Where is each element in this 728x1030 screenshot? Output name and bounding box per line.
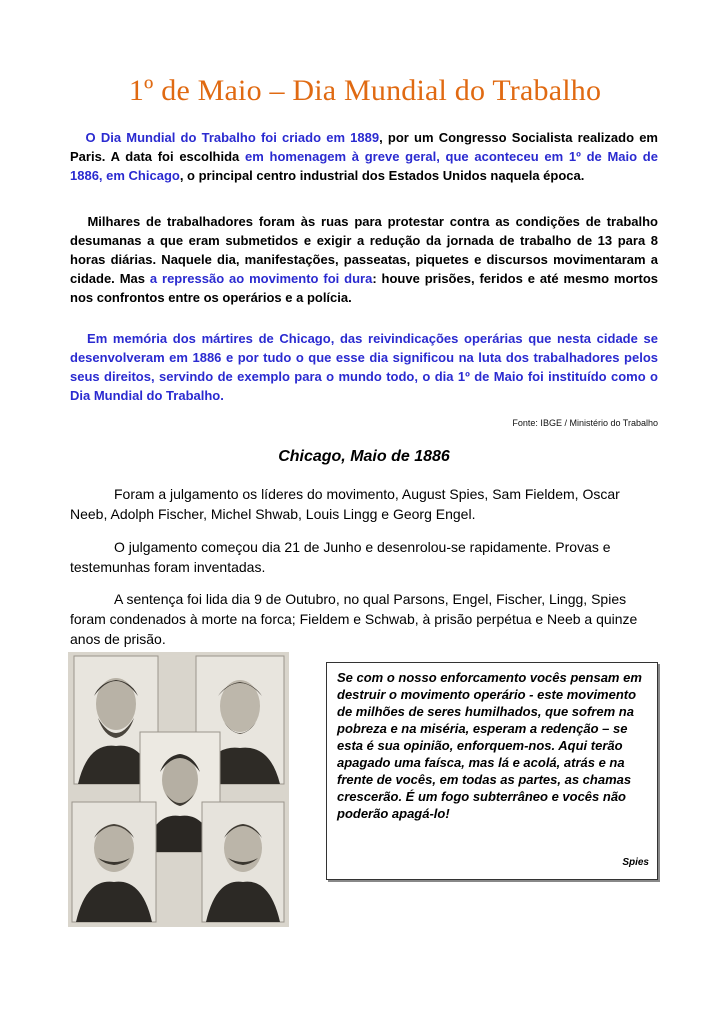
paragraph-trial-leaders (70, 484, 658, 524)
spies-quote-box (326, 662, 658, 880)
martyrs-photo (68, 652, 289, 927)
text-protest-end: : houve prisões, feridos e até mesmo mortos nos confrontos entre os operários e a polícia. (70, 271, 658, 305)
paragraph-memory (70, 329, 658, 405)
paragraph-origin (70, 128, 658, 185)
source-citation: Fonte: IBGE / Ministério do Trabalho (512, 418, 658, 428)
highlight-repression: a repressão ao movimento foi dura (149, 271, 373, 286)
text-protest: Milhares de trabalhadores foram às ruas para protestar contra as condições de trabalho desumanas a que eram submetidos e exigir a redução da jornada de trabalho de 13 para 8 horas diárias. Naquele dia, manifestações, passeatas, piquetes e discursos movimentaram a cidade. Mas (70, 214, 658, 286)
quote-text: Se com o nosso enforcamento vocês pensam em destruir o movimento operário - este movimento de milhões de seres humilhados, que sofrem na pobreza e na miséria, esperam a redenção – se esta é sua opinião, enforquem-nos. Aqui terão apagado uma faísca, mas lá e acolá, atrás e na frente de vocês, em todas as partes, as chamas crescerão. É um fogo subterrâneo e vocês não poderão apagá-lo! (337, 670, 642, 821)
highlight-chicago-strike: em homenagem à greve geral, que aconteceu em 1º de Maio de 1886, em Chicago (70, 149, 658, 183)
text-origin: , por um Congresso Socialista realizado em Paris. A data foi escolhida (70, 130, 658, 164)
text-sentence: A sentença foi lida dia 9 de Outubro, no qual Parsons, Engel, Fischer, Lingg, Spies foram condenados à morte na forca; Fieldem e Schwab, à prisão perpétua e Neeb a quinze anos de prisão. (70, 591, 638, 647)
text-memory: Em memória dos mártires de Chicago, das reivindicações operárias que nesta cidade se desenvolveram em 1886 e por tudo o que esse dia significou na luta dos trabalhadores pelos seus direitos, servindo de exemplo para o mundo todo, o dia 1º de Maio foi instituído como o Dia Mundial do Trabalho. (70, 331, 658, 403)
text-trial-start: O julgamento começou dia 21 de Junho e desenrolou-se rapidamente. Provas e testemunhas foram inventadas. (70, 539, 611, 575)
quote-author: Spies (622, 857, 649, 868)
text-trial-leaders: Foram a julgamento os líderes do movimento, August Spies, Sam Fieldem, Oscar Neeb, Adolph Fischer, Michel Shwab, Louis Lingg e Georg Engel. (70, 486, 620, 522)
text-origin-end: , o principal centro industrial dos Estados Unidos naquela época. (179, 168, 585, 183)
paragraph-sentence (70, 589, 658, 649)
highlight-origin-date: O Dia Mundial do Trabalho foi criado em 1889 (85, 130, 380, 145)
section-subtitle: Chicago, Maio de 1886 (278, 448, 450, 465)
paragraph-protest (70, 212, 658, 307)
page-title: 1º de Maio – Dia Mundial do Trabalho (128, 74, 602, 107)
portrait-collage-icon (68, 652, 289, 927)
paragraph-trial-start (70, 537, 658, 577)
